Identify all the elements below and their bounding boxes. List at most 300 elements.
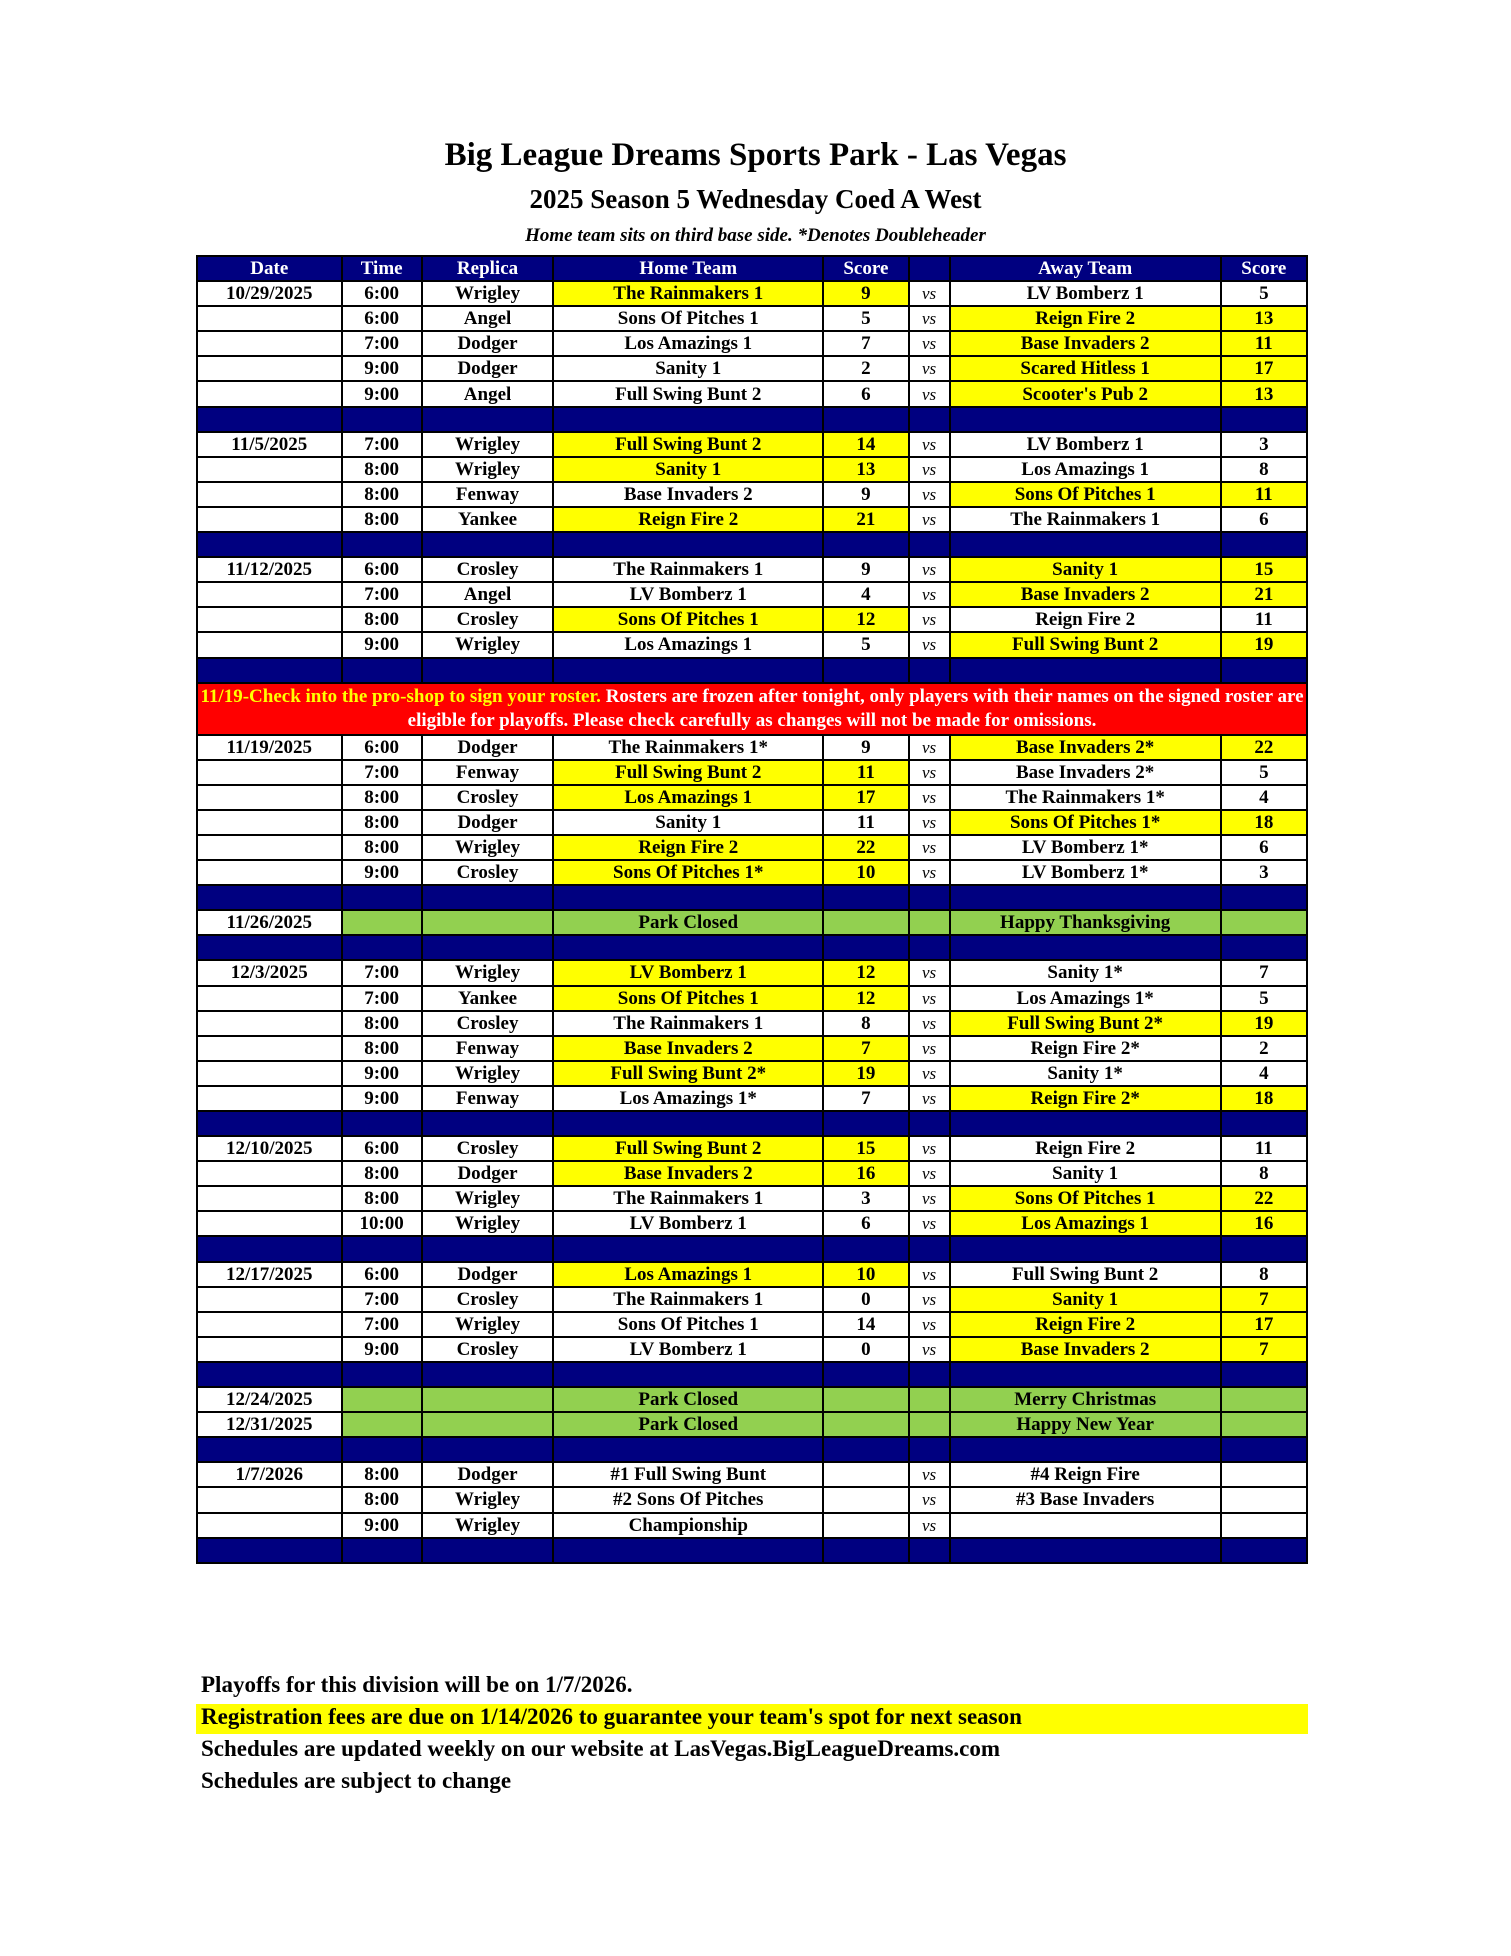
away-score-cell: 22 <box>1221 1186 1307 1211</box>
replica-cell: Crosley <box>422 607 553 632</box>
vs-cell: vs <box>909 785 950 810</box>
home-score-cell: 7 <box>823 331 908 356</box>
home-score-cell <box>823 1487 908 1512</box>
park-closed-row <box>197 1412 1307 1437</box>
away-score-cell: 19 <box>1221 632 1307 657</box>
vs-cell: vs <box>909 1036 950 1061</box>
home-score-cell <box>823 1513 908 1538</box>
separator-cell <box>909 658 950 683</box>
home-team-cell: Reign Fire 2 <box>553 835 823 860</box>
holiday-cell: Merry Christmas <box>950 1387 1221 1412</box>
home-score-cell: 5 <box>823 306 908 331</box>
away-score-cell: 11 <box>1221 482 1307 507</box>
separator-cell <box>950 532 1221 557</box>
vs-cell: vs <box>909 1061 950 1086</box>
home-team-cell: The Rainmakers 1 <box>553 1287 823 1312</box>
time-cell: 6:00 <box>342 281 422 306</box>
home-score-cell: 14 <box>823 432 908 457</box>
away-team-cell: Sons Of Pitches 1* <box>950 810 1221 835</box>
game-row <box>197 1312 1307 1337</box>
away-score-cell: 18 <box>1221 810 1307 835</box>
away-team-cell: Sanity 1 <box>950 1287 1221 1312</box>
time-cell: 6:00 <box>342 306 422 331</box>
separator-cell <box>553 1111 823 1136</box>
away-score-cell <box>1221 1462 1307 1487</box>
time-cell: 8:00 <box>342 507 422 532</box>
home-score-cell: 0 <box>823 1337 908 1362</box>
header-home-team: Home Team <box>553 256 823 281</box>
home-team-cell: #1 Full Swing Bunt <box>553 1462 823 1487</box>
separator-row <box>197 1437 1307 1462</box>
home-team-cell: Los Amazings 1* <box>553 1086 823 1111</box>
replica-cell: Angel <box>422 381 553 406</box>
game-row <box>197 1287 1307 1312</box>
replica-cell: Wrigley <box>422 1312 553 1337</box>
replica-cell: Angel <box>422 306 553 331</box>
home-score-cell: 2 <box>823 356 908 381</box>
replica-cell: Crosley <box>422 557 553 582</box>
home-score-cell: 12 <box>823 960 908 985</box>
replica-cell: Wrigley <box>422 1186 553 1211</box>
home-team-cell: LV Bomberz 1 <box>553 1211 823 1236</box>
replica-cell: Yankee <box>422 986 553 1011</box>
date-cell <box>197 1161 342 1186</box>
separator-cell <box>553 1538 823 1563</box>
time-cell: 9:00 <box>342 356 422 381</box>
game-row <box>197 1186 1307 1211</box>
date-cell: 12/10/2025 <box>197 1136 342 1161</box>
away-team-cell: #3 Base Invaders <box>950 1487 1221 1512</box>
home-score-cell: 14 <box>823 1312 908 1337</box>
date-cell <box>197 607 342 632</box>
date-cell <box>197 1487 342 1512</box>
separator-cell <box>823 935 908 960</box>
date-cell <box>197 785 342 810</box>
website-note: Schedules are updated weekly on our website at LasVegas.BigLeagueDreams.com <box>201 1736 1001 1761</box>
home-score-cell <box>823 1462 908 1487</box>
date-cell: 10/29/2025 <box>197 281 342 306</box>
replica-cell: Wrigley <box>422 835 553 860</box>
separator-cell <box>950 885 1221 910</box>
away-score-cell: 7 <box>1221 1337 1307 1362</box>
date-cell: 11/26/2025 <box>197 910 342 935</box>
separator-cell <box>1221 1236 1307 1261</box>
vs-cell: vs <box>909 432 950 457</box>
away-score-cell: 11 <box>1221 331 1307 356</box>
game-row <box>197 760 1307 785</box>
away-team-cell: Full Swing Bunt 2 <box>950 1262 1221 1287</box>
date-cell <box>197 810 342 835</box>
separator-cell <box>553 1437 823 1462</box>
separator-cell <box>1221 935 1307 960</box>
header-home-score: Score <box>823 256 908 281</box>
park-closed-row <box>197 1387 1307 1412</box>
time-cell: 8:00 <box>342 482 422 507</box>
time-cell <box>342 910 422 935</box>
away-team-cell: Scooter's Pub 2 <box>950 381 1221 406</box>
page-title: Big League Dreams Sports Park - Las Vegas <box>444 137 1067 173</box>
home-team-cell: Sons Of Pitches 1* <box>553 860 823 885</box>
away-score-cell: 2 <box>1221 1036 1307 1061</box>
schedule-body <box>197 281 1307 1563</box>
replica-cell: Wrigley <box>422 281 553 306</box>
game-row <box>197 557 1307 582</box>
replica-cell: Dodger <box>422 810 553 835</box>
registration-note: Registration fees are due on 1/14/2026 to guarantee your team's spot for next season <box>196 1704 1308 1734</box>
separator-cell <box>823 1437 908 1462</box>
home-team-cell: Base Invaders 2 <box>553 1161 823 1186</box>
home-score-cell: 9 <box>823 281 908 306</box>
date-cell <box>197 1337 342 1362</box>
separator-cell <box>342 1362 422 1387</box>
away-score-cell: 3 <box>1221 860 1307 885</box>
game-row <box>197 785 1307 810</box>
separator-row <box>197 407 1307 432</box>
home-team-cell: Sanity 1 <box>553 810 823 835</box>
away-team-cell: Sanity 1 <box>950 1161 1221 1186</box>
separator-cell <box>342 1236 422 1261</box>
away-team-cell: LV Bomberz 1 <box>950 281 1221 306</box>
park-closed-row <box>197 910 1307 935</box>
separator-cell <box>909 1437 950 1462</box>
vs-cell: vs <box>909 1462 950 1487</box>
time-cell: 9:00 <box>342 1337 422 1362</box>
vs-cell: vs <box>909 557 950 582</box>
separator-cell <box>342 1111 422 1136</box>
time-cell: 6:00 <box>342 735 422 760</box>
vs-cell: vs <box>909 835 950 860</box>
separator-cell <box>909 407 950 432</box>
away-score-cell: 7 <box>1221 960 1307 985</box>
time-cell: 8:00 <box>342 1487 422 1512</box>
separator-cell <box>422 1111 553 1136</box>
date-cell <box>197 482 342 507</box>
away-team-cell: LV Bomberz 1* <box>950 860 1221 885</box>
separator-row <box>197 885 1307 910</box>
game-row <box>197 432 1307 457</box>
home-team-cell: Base Invaders 2 <box>553 1036 823 1061</box>
home-score-cell: 22 <box>823 835 908 860</box>
date-cell: 12/31/2025 <box>197 1412 342 1437</box>
away-team-cell: Sanity 1* <box>950 1061 1221 1086</box>
home-score-cell <box>823 910 908 935</box>
separator-row <box>197 935 1307 960</box>
separator-row <box>197 532 1307 557</box>
away-team-cell: Los Amazings 1 <box>950 457 1221 482</box>
header-time: Time <box>342 256 422 281</box>
home-team-cell: Sons Of Pitches 1 <box>553 306 823 331</box>
vs-cell: vs <box>909 381 950 406</box>
replica-cell <box>422 1387 553 1412</box>
separator-cell <box>950 407 1221 432</box>
time-cell: 7:00 <box>342 582 422 607</box>
time-cell: 7:00 <box>342 760 422 785</box>
separator-cell <box>823 1236 908 1261</box>
replica-cell: Wrigley <box>422 1513 553 1538</box>
separator-cell <box>823 658 908 683</box>
away-team-cell: #4 Reign Fire <box>950 1462 1221 1487</box>
separator-cell <box>342 885 422 910</box>
away-team-cell <box>950 1513 1221 1538</box>
away-score-cell: 3 <box>1221 432 1307 457</box>
date-cell <box>197 1036 342 1061</box>
separator-cell <box>422 935 553 960</box>
separator-cell <box>342 532 422 557</box>
date-cell <box>197 582 342 607</box>
game-row <box>197 582 1307 607</box>
away-score-cell: 17 <box>1221 1312 1307 1337</box>
away-score-cell: 13 <box>1221 381 1307 406</box>
separator-cell <box>950 1362 1221 1387</box>
away-team-cell: Reign Fire 2 <box>950 607 1221 632</box>
home-score-cell: 0 <box>823 1287 908 1312</box>
replica-cell: Wrigley <box>422 432 553 457</box>
replica-cell: Crosley <box>422 1136 553 1161</box>
separator-cell <box>422 1362 553 1387</box>
game-row <box>197 1161 1307 1186</box>
replica-cell: Crosley <box>422 1011 553 1036</box>
away-team-cell: Base Invaders 2* <box>950 735 1221 760</box>
away-score-cell: 5 <box>1221 986 1307 1011</box>
game-row <box>197 356 1307 381</box>
playoffs-note: Playoffs for this division will be on 1/7/2026. <box>201 1672 633 1697</box>
date-cell <box>197 381 342 406</box>
vs-cell <box>909 1387 950 1412</box>
replica-cell: Fenway <box>422 1086 553 1111</box>
away-score-cell: 19 <box>1221 1011 1307 1036</box>
separator-cell <box>950 1538 1221 1563</box>
home-score-cell: 6 <box>823 381 908 406</box>
away-team-cell: Base Invaders 2 <box>950 582 1221 607</box>
vs-cell: vs <box>909 632 950 657</box>
away-team-cell: Los Amazings 1* <box>950 986 1221 1011</box>
park-closed-cell: Park Closed <box>553 1412 823 1437</box>
vs-cell: vs <box>909 860 950 885</box>
separator-cell <box>1221 1362 1307 1387</box>
game-row <box>197 1337 1307 1362</box>
holiday-cell: Happy New Year <box>950 1412 1221 1437</box>
separator-cell <box>422 885 553 910</box>
separator-cell <box>197 532 342 557</box>
header-away-team: Away Team <box>950 256 1221 281</box>
time-cell: 9:00 <box>342 1061 422 1086</box>
away-score-cell <box>1221 910 1307 935</box>
home-score-cell: 12 <box>823 986 908 1011</box>
time-cell: 7:00 <box>342 432 422 457</box>
game-row <box>197 860 1307 885</box>
away-score-cell <box>1221 1412 1307 1437</box>
time-cell: 6:00 <box>342 1136 422 1161</box>
replica-cell: Wrigley <box>422 457 553 482</box>
away-score-cell <box>1221 1487 1307 1512</box>
away-team-cell: Scared Hitless 1 <box>950 356 1221 381</box>
home-score-cell <box>823 1387 908 1412</box>
away-score-cell: 8 <box>1221 457 1307 482</box>
date-cell <box>197 760 342 785</box>
game-row <box>197 1462 1307 1487</box>
game-row <box>197 306 1307 331</box>
home-team-cell: Full Swing Bunt 2 <box>553 1136 823 1161</box>
home-team-cell: Reign Fire 2 <box>553 507 823 532</box>
date-cell: 12/24/2025 <box>197 1387 342 1412</box>
date-cell <box>197 1312 342 1337</box>
replica-cell: Wrigley <box>422 632 553 657</box>
separator-row <box>197 658 1307 683</box>
vs-cell: vs <box>909 1011 950 1036</box>
separator-cell <box>553 1362 823 1387</box>
park-closed-cell: Park Closed <box>553 910 823 935</box>
date-cell <box>197 306 342 331</box>
game-row <box>197 482 1307 507</box>
game-row <box>197 1036 1307 1061</box>
game-row <box>197 1262 1307 1287</box>
away-score-cell: 16 <box>1221 1211 1307 1236</box>
date-cell <box>197 1186 342 1211</box>
away-score-cell: 13 <box>1221 306 1307 331</box>
vs-cell: vs <box>909 1337 950 1362</box>
home-team-cell: LV Bomberz 1 <box>553 960 823 985</box>
time-cell: 6:00 <box>342 1262 422 1287</box>
replica-cell: Fenway <box>422 1036 553 1061</box>
separator-cell <box>950 1437 1221 1462</box>
away-team-cell: The Rainmakers 1 <box>950 507 1221 532</box>
replica-cell <box>422 910 553 935</box>
time-cell: 7:00 <box>342 1287 422 1312</box>
time-cell: 9:00 <box>342 381 422 406</box>
home-score-cell: 11 <box>823 760 908 785</box>
table-header-row <box>197 256 1307 281</box>
date-cell <box>197 986 342 1011</box>
roster-notice-row <box>197 683 1307 735</box>
away-score-cell: 7 <box>1221 1287 1307 1312</box>
game-row <box>197 457 1307 482</box>
home-score-cell: 3 <box>823 1186 908 1211</box>
game-row <box>197 1011 1307 1036</box>
separator-cell <box>1221 407 1307 432</box>
holiday-cell: Happy Thanksgiving <box>950 910 1221 935</box>
time-cell <box>342 1387 422 1412</box>
time-cell: 7:00 <box>342 331 422 356</box>
replica-cell: Dodger <box>422 1262 553 1287</box>
time-cell: 9:00 <box>342 632 422 657</box>
separator-row <box>197 1362 1307 1387</box>
time-cell: 8:00 <box>342 835 422 860</box>
vs-cell: vs <box>909 1161 950 1186</box>
game-row <box>197 607 1307 632</box>
home-score-cell: 9 <box>823 735 908 760</box>
vs-cell <box>909 1412 950 1437</box>
home-team-cell: Los Amazings 1 <box>553 331 823 356</box>
separator-cell <box>422 1538 553 1563</box>
home-team-cell: The Rainmakers 1 <box>553 281 823 306</box>
away-team-cell: Reign Fire 2* <box>950 1086 1221 1111</box>
home-team-cell: The Rainmakers 1 <box>553 557 823 582</box>
separator-cell <box>197 658 342 683</box>
separator-cell <box>950 1236 1221 1261</box>
vs-cell: vs <box>909 306 950 331</box>
separator-cell <box>823 1362 908 1387</box>
separator-cell <box>197 1437 342 1462</box>
change-note: Schedules are subject to change <box>201 1768 512 1793</box>
home-score-cell: 19 <box>823 1061 908 1086</box>
vs-cell: vs <box>909 607 950 632</box>
away-score-cell <box>1221 1387 1307 1412</box>
date-cell <box>197 457 342 482</box>
date-cell <box>197 1287 342 1312</box>
game-row <box>197 1086 1307 1111</box>
date-cell <box>197 1513 342 1538</box>
away-score-cell: 6 <box>1221 507 1307 532</box>
away-team-cell: Reign Fire 2 <box>950 306 1221 331</box>
date-cell: 12/3/2025 <box>197 960 342 985</box>
game-row <box>197 1061 1307 1086</box>
time-cell: 8:00 <box>342 457 422 482</box>
home-score-cell: 16 <box>823 1161 908 1186</box>
away-team-cell: Sanity 1* <box>950 960 1221 985</box>
separator-cell <box>909 1362 950 1387</box>
date-cell: 1/7/2026 <box>197 1462 342 1487</box>
separator-row <box>197 1236 1307 1261</box>
date-cell <box>197 1011 342 1036</box>
date-cell: 11/12/2025 <box>197 557 342 582</box>
roster-notice-highlight: 11/19-Check into the pro-shop to sign your roster. <box>200 685 601 707</box>
separator-cell <box>909 1111 950 1136</box>
date-cell <box>197 1211 342 1236</box>
home-score-cell: 6 <box>823 1211 908 1236</box>
separator-cell <box>342 1437 422 1462</box>
schedule-table <box>196 255 1308 1564</box>
time-cell: 9:00 <box>342 1513 422 1538</box>
home-team-cell: Full Swing Bunt 2* <box>553 1061 823 1086</box>
separator-cell <box>342 658 422 683</box>
separator-cell <box>197 1236 342 1261</box>
game-row <box>197 281 1307 306</box>
separator-cell <box>342 407 422 432</box>
home-score-cell <box>823 1412 908 1437</box>
separator-cell <box>197 935 342 960</box>
home-team-cell: Sons Of Pitches 1 <box>553 607 823 632</box>
separator-cell <box>197 1362 342 1387</box>
separator-row <box>197 1538 1307 1563</box>
home-team-cell: The Rainmakers 1* <box>553 735 823 760</box>
separator-cell <box>950 658 1221 683</box>
home-team-cell: Championship <box>553 1513 823 1538</box>
page-note: Home team sits on third base side. *Denotes Doubleheader <box>525 225 986 246</box>
game-row <box>197 986 1307 1011</box>
away-team-cell: Base Invaders 2 <box>950 331 1221 356</box>
separator-cell <box>197 1111 342 1136</box>
away-score-cell: 22 <box>1221 735 1307 760</box>
away-score-cell: 17 <box>1221 356 1307 381</box>
date-cell <box>197 632 342 657</box>
game-row <box>197 632 1307 657</box>
home-score-cell: 10 <box>823 860 908 885</box>
vs-cell <box>909 910 950 935</box>
separator-cell <box>197 885 342 910</box>
away-team-cell: Base Invaders 2* <box>950 760 1221 785</box>
home-score-cell: 10 <box>823 1262 908 1287</box>
vs-cell: vs <box>909 960 950 985</box>
away-team-cell: Reign Fire 2* <box>950 1036 1221 1061</box>
vs-cell: vs <box>909 986 950 1011</box>
home-team-cell: Sanity 1 <box>553 457 823 482</box>
game-row <box>197 331 1307 356</box>
date-cell <box>197 356 342 381</box>
time-cell: 8:00 <box>342 810 422 835</box>
away-score-cell: 4 <box>1221 1061 1307 1086</box>
home-score-cell: 17 <box>823 785 908 810</box>
separator-cell <box>950 1111 1221 1136</box>
